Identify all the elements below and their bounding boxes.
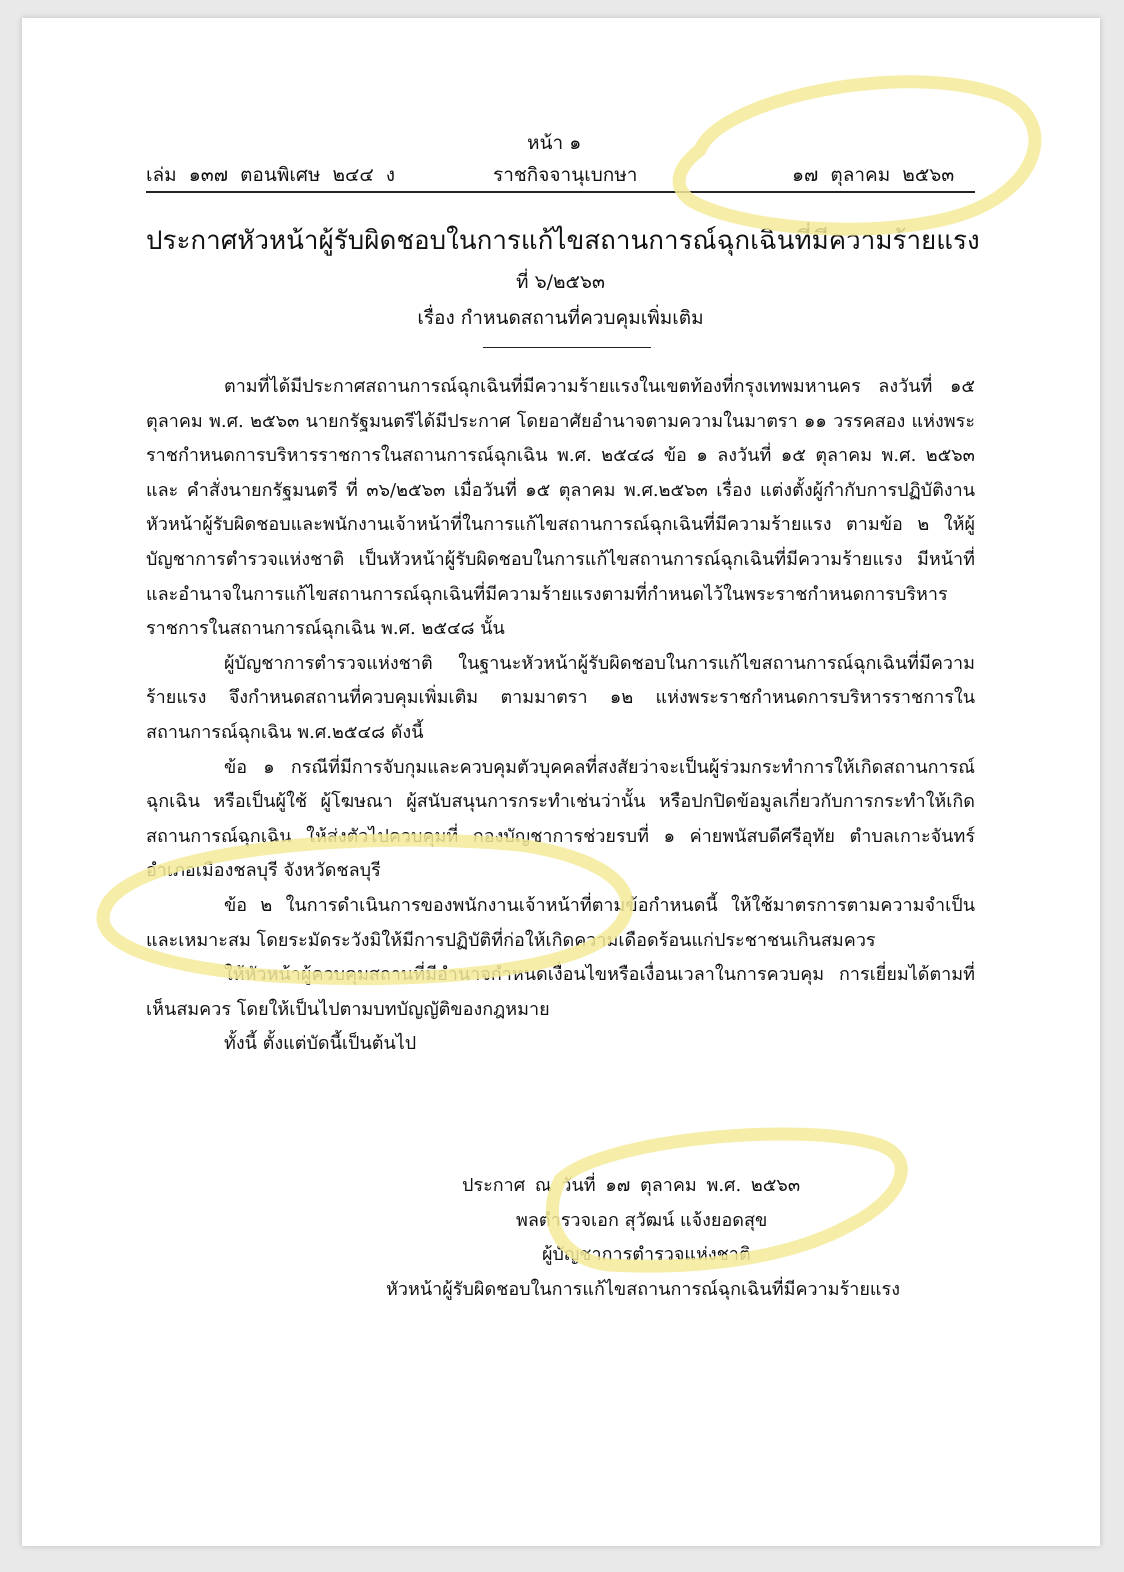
paragraph-effective: ทั้งนี้ ตั้งแต่บัดนี้เป็นต้นไป: [224, 1033, 417, 1055]
page-number: หน้า ๑: [527, 132, 582, 154]
announcement-body: [146, 370, 975, 1062]
gazette-volume: เล่ม ๑๓๗ ตอนพิเศษ ๒๔๔ ง: [146, 164, 396, 186]
announcement-date: ประกาศ ณ วันที่ ๑๗ ตุลาคม พ.ศ. ๒๕๖๓: [462, 1175, 801, 1196]
paragraph-clause-1: ข้อ ๑ กรณีที่มีการจับกุมและควบคุมตัวบุคคลที่สงสัยว่าจะเป็นผู้ร่วมกระทำการให้เกิดสถานการณ์ฉุกเฉิน หรือเป็นผู้ใช้ ผู้โฆษณา ผู้สนับสนุนการกระทำเช่นว่านั้น หรือปกปิดข้อมูลเกี่ยวกับการกระทำให้เกิดสถานการณ์ฉุกเฉิน ให้ส่งตัวไปควบคุมที่ กองบัญชาการช่วยรบที่ ๑ ค่ายพนัสบดีศรีอุทัย ตำบลเกาะจันทร์ อำเภอเมืองชลบุรี จังหวัดชลบุรี: [146, 756, 975, 882]
paragraph-preamble: ตามที่ได้มีประกาศสถานการณ์ฉุกเฉินที่มีความร้ายแรงในเขตท้องที่กรุงเทพมหานคร ลงวันที่ ๑๕ ตุลาคม พ.ศ. ๒๕๖๓ นายกรัฐมนตรีได้มีประกาศ โดยอาศัยอำนาจตามความในมาตรา ๑๑ วรรคสอง แห่งพระราชกำหนดการบริหารราชการในสถานการณ์ฉุกเฉิน พ.ศ. ๒๕๔๘ ข้อ ๑ ลงวันที่ ๑๕ ตุลาคม พ.ศ. ๒๕๖๓ และ คำสั่งนายกรัฐมนตรี ที่ ๓๖/๒๕๖๓ เมื่อวันที่ ๑๕ ตุลาคม พ.ศ.๒๕๖๓ เรื่อง แต่งตั้งผู้กำกับการปฏิบัติงาน หัวหน้าผู้รับผิดชอบและพนักงานเจ้าหน้าที่ในการแก้ไขสถานการณ์ฉุกเฉินที่มีความร้ายแรง ตามข้อ ๒ ให้ผู้บัญชาการตำรวจแห่งชาติ เป็นหัวหน้าผู้รับผิดชอบในการแก้ไขสถานการณ์ฉุกเฉินที่มีความร้ายแรง มีหน้าที่และอำนาจในการแก้ไขสถานการณ์ฉุกเฉินที่มีความร้ายแรงตามที่กำหนดไว้ในพระราชกำหนดการบริหารราชการในสถานการณ์ฉุกเฉิน พ.ศ. ๒๕๔๘ นั้น: [146, 376, 975, 640]
announcement-title: ประกาศหัวหน้าผู้รับผิดชอบในการแก้ไขสถานการณ์ฉุกเฉินที่มีความร้ายแรง: [146, 226, 980, 256]
paragraph-authority: ผู้บัญชาการตำรวจแห่งชาติ ในฐานะหัวหน้าผู้รับผิดชอบในการแก้ไขสถานการณ์ฉุกเฉินที่มีความร้ายแรง จึงกำหนดสถานที่ควบคุมเพิ่มเติม ตามมาตรา ๑๒ แห่งพระราชกำหนดการบริหารราชการในสถานการณ์ฉุกเฉิน พ.ศ.๒๕๔๘ ดังนี้: [146, 652, 975, 743]
announcement-number: ที่ ๖/๒๕๖๓: [516, 271, 605, 293]
paragraph-visit-conditions: ให้หัวหน้าผู้ควบคุมสถานที่มีอำนาจกำหนดเงื่อนไขหรือเงื่อนเวลาในการควบคุม การเยี่ยมได้ตามที่เห็นสมควร โดยให้เป็นไปตามบทบัญญัติของกฎหมาย: [146, 964, 975, 1020]
gazette-name: ราชกิจจานุเบกษา: [493, 164, 638, 186]
signatory-role: หัวหน้าผู้รับผิดชอบในการแก้ไขสถานการณ์ฉุกเฉินที่มีความร้ายแรง: [386, 1279, 900, 1300]
title-divider: [483, 347, 651, 348]
signatory-position: ผู้บัญชาการตำรวจแห่งชาติ: [542, 1244, 751, 1265]
signatory-name: พลตำรวจเอก สุวัฒน์ แจ้งยอดสุข: [516, 1210, 768, 1231]
announcement-subject: เรื่อง กำหนดสถานที่ควบคุมเพิ่มเติม: [417, 307, 704, 329]
header-divider: [146, 191, 975, 193]
gazette-date: ๑๗ ตุลาคม ๒๕๖๓: [792, 164, 955, 186]
paragraph-clause-2: ข้อ ๒ ในการดำเนินการของพนักงานเจ้าหน้าที่ตามข้อกำหนดนี้ ให้ใช้มาตรการตามความจำเป็นและเหมาะสม โดยระมัดระวังมิให้มีการปฏิบัติที่ก่อให้เกิดความเดือดร้อนแก่ประชาชนเกินสมควร: [146, 894, 975, 951]
